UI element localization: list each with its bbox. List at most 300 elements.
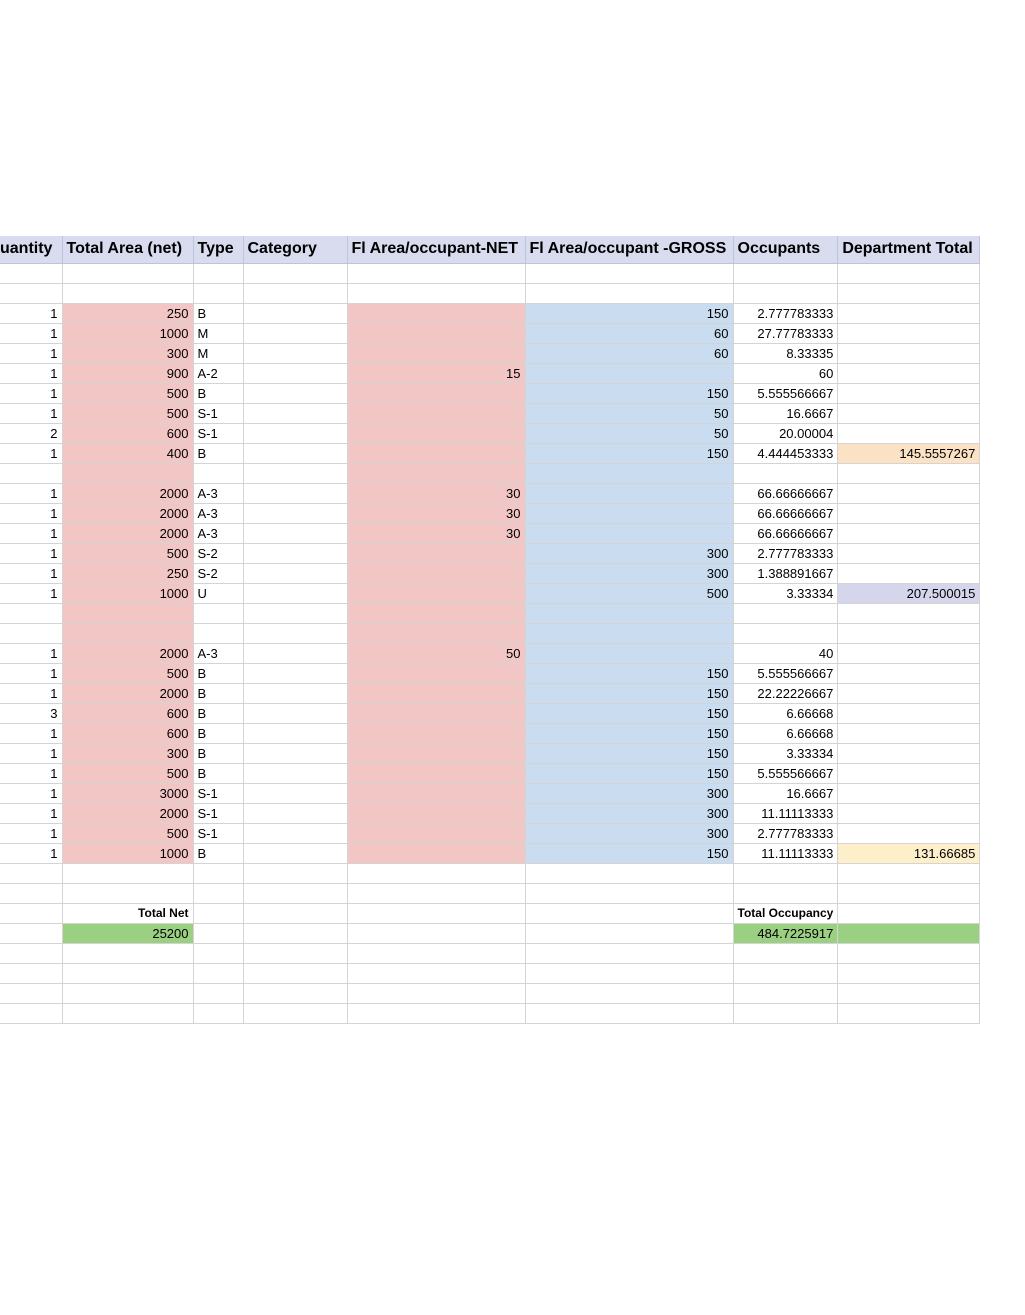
cell-fl-area-gross[interactable]	[525, 883, 733, 903]
cell-occupants[interactable]	[733, 463, 838, 483]
cell-category[interactable]	[243, 483, 347, 503]
cell-total-area-net[interactable]: 2000	[62, 483, 193, 503]
cell-fl-area-gross[interactable]	[525, 863, 733, 883]
cell-fl-area-net[interactable]	[347, 843, 525, 863]
cell-total-area-net[interactable]	[62, 603, 193, 623]
cell-fl-area-gross[interactable]: 150	[525, 703, 733, 723]
cell-department-total[interactable]: 207.500015	[838, 583, 980, 603]
cell-fl-area-gross[interactable]	[525, 983, 733, 1003]
cell-occupants[interactable]: 3.33334	[733, 743, 838, 763]
cell-occupants[interactable]: 11.11113333	[733, 843, 838, 863]
cell-quantity[interactable]	[0, 963, 62, 983]
cell-fl-area-net[interactable]	[347, 323, 525, 343]
cell-quantity[interactable]: 1	[0, 843, 62, 863]
cell-occupants[interactable]	[733, 943, 838, 963]
cell-type[interactable]	[193, 463, 243, 483]
cell-fl-area-gross[interactable]: 50	[525, 403, 733, 423]
cell-occupants[interactable]: 27.77783333	[733, 323, 838, 343]
cell-fl-area-gross[interactable]: 500	[525, 583, 733, 603]
cell-quantity[interactable]	[0, 603, 62, 623]
cell-department-total[interactable]	[838, 883, 980, 903]
cell-department-total[interactable]	[838, 543, 980, 563]
cell-fl-area-gross[interactable]: 150	[525, 303, 733, 323]
cell-total-area-net[interactable]: 400	[62, 443, 193, 463]
cell-category[interactable]	[243, 883, 347, 903]
cell-fl-area-net[interactable]	[347, 743, 525, 763]
cell-occupants[interactable]: 66.66666667	[733, 503, 838, 523]
cell-department-total[interactable]	[838, 483, 980, 503]
cell-quantity[interactable]: 3	[0, 703, 62, 723]
cell-type[interactable]: M	[193, 343, 243, 363]
cell-category[interactable]	[243, 743, 347, 763]
cell-total-area-net[interactable]	[62, 283, 193, 303]
cell-fl-area-net[interactable]	[347, 303, 525, 323]
cell-category[interactable]	[243, 863, 347, 883]
cell-fl-area-net[interactable]	[347, 443, 525, 463]
cell-type[interactable]: S-2	[193, 543, 243, 563]
cell-type[interactable]: B	[193, 683, 243, 703]
cell-quantity[interactable]	[0, 923, 62, 943]
cell-category[interactable]	[243, 523, 347, 543]
cell-type[interactable]	[193, 603, 243, 623]
cell-quantity[interactable]: 1	[0, 563, 62, 583]
cell-occupants[interactable]: 60	[733, 363, 838, 383]
cell-quantity[interactable]	[0, 1003, 62, 1023]
cell-quantity[interactable]	[0, 943, 62, 963]
cell-department-total[interactable]: 131.66685	[838, 843, 980, 863]
cell-type[interactable]: B	[193, 743, 243, 763]
cell-quantity[interactable]: 1	[0, 503, 62, 523]
cell-department-total[interactable]	[838, 463, 980, 483]
cell-category[interactable]	[243, 943, 347, 963]
cell-quantity[interactable]: 1	[0, 303, 62, 323]
cell-department-total[interactable]	[838, 263, 980, 283]
cell-fl-area-net[interactable]	[347, 923, 525, 943]
cell-occupants[interactable]: 40	[733, 643, 838, 663]
cell-occupants[interactable]: 16.6667	[733, 403, 838, 423]
cell-type[interactable]	[193, 903, 243, 923]
cell-fl-area-gross[interactable]	[525, 623, 733, 643]
cell-quantity[interactable]: 1	[0, 343, 62, 363]
cell-occupants[interactable]	[733, 283, 838, 303]
cell-quantity[interactable]: 1	[0, 543, 62, 563]
cell-quantity[interactable]: 1	[0, 723, 62, 743]
cell-total-area-net[interactable]: 300	[62, 343, 193, 363]
cell-occupants[interactable]	[733, 263, 838, 283]
cell-quantity[interactable]: 1	[0, 643, 62, 663]
cell-category[interactable]	[243, 623, 347, 643]
cell-occupants[interactable]: 5.555566667	[733, 663, 838, 683]
cell-type[interactable]: B	[193, 843, 243, 863]
cell-fl-area-gross[interactable]	[525, 603, 733, 623]
cell-total-area-net[interactable]	[62, 963, 193, 983]
cell-total-area-net[interactable]: 500	[62, 763, 193, 783]
cell-category[interactable]	[243, 903, 347, 923]
cell-fl-area-gross[interactable]	[525, 963, 733, 983]
cell-occupants[interactable]	[733, 863, 838, 883]
cell-category[interactable]	[243, 303, 347, 323]
cell-category[interactable]	[243, 443, 347, 463]
cell-total-area-net[interactable]: 2000	[62, 523, 193, 543]
cell-department-total[interactable]	[838, 803, 980, 823]
cell-department-total[interactable]	[838, 283, 980, 303]
cell-fl-area-net[interactable]	[347, 663, 525, 683]
cell-department-total[interactable]	[838, 383, 980, 403]
cell-fl-area-net[interactable]	[347, 823, 525, 843]
cell-fl-area-gross[interactable]: 300	[525, 783, 733, 803]
cell-occupants[interactable]: 20.00004	[733, 423, 838, 443]
cell-fl-area-gross[interactable]: 60	[525, 323, 733, 343]
cell-total-area-net[interactable]	[62, 1003, 193, 1023]
cell-fl-area-gross[interactable]	[525, 503, 733, 523]
cell-occupants[interactable]: 484.7225917	[733, 923, 838, 943]
cell-total-area-net[interactable]: 25200	[62, 923, 193, 943]
cell-fl-area-gross[interactable]: 300	[525, 543, 733, 563]
cell-fl-area-net[interactable]	[347, 563, 525, 583]
cell-fl-area-net[interactable]	[347, 983, 525, 1003]
cell-fl-area-net[interactable]: 30	[347, 483, 525, 503]
column-header-quantity[interactable]: uantity	[0, 236, 62, 263]
cell-category[interactable]	[243, 363, 347, 383]
cell-type[interactable]: B	[193, 723, 243, 743]
cell-type[interactable]: A-3	[193, 643, 243, 663]
cell-fl-area-gross[interactable]: 60	[525, 343, 733, 363]
cell-type[interactable]	[193, 963, 243, 983]
cell-total-area-net[interactable]	[62, 943, 193, 963]
cell-type[interactable]: S-1	[193, 783, 243, 803]
cell-department-total[interactable]	[838, 723, 980, 743]
cell-category[interactable]	[243, 343, 347, 363]
cell-type[interactable]: B	[193, 383, 243, 403]
cell-quantity[interactable]: 1	[0, 803, 62, 823]
cell-fl-area-net[interactable]	[347, 463, 525, 483]
cell-occupants[interactable]: 6.66668	[733, 703, 838, 723]
cell-occupants[interactable]: 8.33335	[733, 343, 838, 363]
cell-fl-area-net[interactable]	[347, 543, 525, 563]
cell-fl-area-gross[interactable]: 50	[525, 423, 733, 443]
cell-occupants[interactable]: Total Occupancy	[733, 903, 838, 923]
cell-category[interactable]	[243, 603, 347, 623]
cell-total-area-net[interactable]: 500	[62, 543, 193, 563]
cell-occupants[interactable]: 5.555566667	[733, 763, 838, 783]
cell-fl-area-gross[interactable]	[525, 483, 733, 503]
cell-fl-area-net[interactable]	[347, 883, 525, 903]
cell-fl-area-gross[interactable]	[525, 643, 733, 663]
cell-quantity[interactable]: 1	[0, 783, 62, 803]
cell-type[interactable]	[193, 283, 243, 303]
cell-department-total[interactable]	[838, 783, 980, 803]
cell-category[interactable]	[243, 763, 347, 783]
cell-fl-area-gross[interactable]	[525, 283, 733, 303]
cell-total-area-net[interactable]: 900	[62, 363, 193, 383]
cell-fl-area-gross[interactable]: 150	[525, 723, 733, 743]
cell-fl-area-net[interactable]: 30	[347, 503, 525, 523]
cell-type[interactable]: A-3	[193, 503, 243, 523]
cell-quantity[interactable]: 1	[0, 663, 62, 683]
cell-fl-area-gross[interactable]	[525, 923, 733, 943]
cell-category[interactable]	[243, 563, 347, 583]
column-header-department-total[interactable]: Department Total	[838, 236, 980, 263]
cell-fl-area-net[interactable]	[347, 623, 525, 643]
cell-fl-area-gross[interactable]: 150	[525, 683, 733, 703]
cell-quantity[interactable]: 1	[0, 363, 62, 383]
cell-type[interactable]	[193, 923, 243, 943]
cell-fl-area-gross[interactable]: 150	[525, 383, 733, 403]
cell-category[interactable]	[243, 683, 347, 703]
cell-occupants[interactable]	[733, 1003, 838, 1023]
cell-fl-area-net[interactable]	[347, 723, 525, 743]
cell-department-total[interactable]	[838, 823, 980, 843]
cell-total-area-net[interactable]	[62, 863, 193, 883]
cell-total-area-net[interactable]: 1000	[62, 843, 193, 863]
cell-department-total[interactable]: 145.5557267	[838, 443, 980, 463]
cell-category[interactable]	[243, 503, 347, 523]
cell-type[interactable]	[193, 1003, 243, 1023]
column-header-total-area-net[interactable]: Total Area (net)	[62, 236, 193, 263]
cell-type[interactable]: S-2	[193, 563, 243, 583]
cell-occupants[interactable]: 16.6667	[733, 783, 838, 803]
cell-quantity[interactable]: 1	[0, 523, 62, 543]
cell-type[interactable]	[193, 943, 243, 963]
cell-fl-area-net[interactable]	[347, 283, 525, 303]
cell-quantity[interactable]	[0, 283, 62, 303]
cell-total-area-net[interactable]: 250	[62, 303, 193, 323]
cell-occupants[interactable]: 5.555566667	[733, 383, 838, 403]
cell-type[interactable]: S-1	[193, 803, 243, 823]
cell-occupants[interactable]: 66.66666667	[733, 523, 838, 543]
cell-type[interactable]: A-3	[193, 523, 243, 543]
cell-fl-area-gross[interactable]: 300	[525, 823, 733, 843]
cell-fl-area-net[interactable]	[347, 423, 525, 443]
cell-total-area-net[interactable]	[62, 263, 193, 283]
cell-category[interactable]	[243, 643, 347, 663]
cell-occupants[interactable]: 6.66668	[733, 723, 838, 743]
cell-department-total[interactable]	[838, 303, 980, 323]
cell-fl-area-gross[interactable]: 150	[525, 763, 733, 783]
cell-department-total[interactable]	[838, 703, 980, 723]
cell-fl-area-net[interactable]	[347, 963, 525, 983]
cell-quantity[interactable]: 1	[0, 743, 62, 763]
cell-fl-area-net[interactable]	[347, 583, 525, 603]
cell-category[interactable]	[243, 983, 347, 1003]
cell-type[interactable]: B	[193, 763, 243, 783]
cell-occupants[interactable]: 2.777783333	[733, 543, 838, 563]
cell-type[interactable]: B	[193, 703, 243, 723]
cell-type[interactable]	[193, 883, 243, 903]
cell-fl-area-gross[interactable]	[525, 1003, 733, 1023]
cell-fl-area-net[interactable]	[347, 603, 525, 623]
cell-department-total[interactable]	[838, 343, 980, 363]
cell-department-total[interactable]	[838, 983, 980, 1003]
cell-total-area-net[interactable]: 2000	[62, 503, 193, 523]
cell-quantity[interactable]	[0, 983, 62, 1003]
cell-fl-area-net[interactable]	[347, 1003, 525, 1023]
cell-total-area-net[interactable]: 1000	[62, 323, 193, 343]
cell-department-total[interactable]	[838, 603, 980, 623]
cell-department-total[interactable]	[838, 683, 980, 703]
cell-category[interactable]	[243, 283, 347, 303]
cell-category[interactable]	[243, 823, 347, 843]
cell-fl-area-gross[interactable]	[525, 263, 733, 283]
cell-quantity[interactable]: 1	[0, 323, 62, 343]
cell-fl-area-net[interactable]: 15	[347, 363, 525, 383]
cell-fl-area-gross[interactable]: 150	[525, 443, 733, 463]
cell-quantity[interactable]: 2	[0, 423, 62, 443]
cell-department-total[interactable]	[838, 363, 980, 383]
cell-category[interactable]	[243, 783, 347, 803]
cell-fl-area-net[interactable]: 30	[347, 523, 525, 543]
cell-occupants[interactable]: 11.11113333	[733, 803, 838, 823]
cell-department-total[interactable]	[838, 523, 980, 543]
cell-fl-area-net[interactable]	[347, 403, 525, 423]
cell-category[interactable]	[243, 923, 347, 943]
cell-fl-area-net[interactable]	[347, 903, 525, 923]
cell-category[interactable]	[243, 803, 347, 823]
cell-type[interactable]: A-3	[193, 483, 243, 503]
cell-occupants[interactable]	[733, 603, 838, 623]
column-header-type[interactable]: Type	[193, 236, 243, 263]
cell-department-total[interactable]	[838, 923, 980, 943]
cell-fl-area-gross[interactable]	[525, 943, 733, 963]
cell-fl-area-gross[interactable]: 300	[525, 563, 733, 583]
cell-total-area-net[interactable]: 600	[62, 703, 193, 723]
cell-fl-area-gross[interactable]: 150	[525, 843, 733, 863]
cell-occupants[interactable]: 4.444453333	[733, 443, 838, 463]
cell-department-total[interactable]	[838, 323, 980, 343]
cell-category[interactable]	[243, 403, 347, 423]
cell-category[interactable]	[243, 843, 347, 863]
cell-category[interactable]	[243, 263, 347, 283]
cell-fl-area-gross[interactable]	[525, 463, 733, 483]
cell-type[interactable]: S-1	[193, 823, 243, 843]
cell-department-total[interactable]	[838, 963, 980, 983]
cell-department-total[interactable]	[838, 743, 980, 763]
cell-total-area-net[interactable]: Total Net	[62, 903, 193, 923]
cell-quantity[interactable]: 1	[0, 403, 62, 423]
cell-department-total[interactable]	[838, 943, 980, 963]
cell-total-area-net[interactable]	[62, 883, 193, 903]
cell-occupants[interactable]	[733, 983, 838, 1003]
cell-fl-area-gross[interactable]	[525, 523, 733, 543]
cell-total-area-net[interactable]: 300	[62, 743, 193, 763]
cell-fl-area-net[interactable]	[347, 383, 525, 403]
cell-fl-area-net[interactable]	[347, 863, 525, 883]
column-header-occupants[interactable]: Occupants	[733, 236, 838, 263]
cell-quantity[interactable]	[0, 263, 62, 283]
cell-quantity[interactable]: 1	[0, 383, 62, 403]
cell-quantity[interactable]: 1	[0, 483, 62, 503]
cell-quantity[interactable]: 1	[0, 763, 62, 783]
cell-total-area-net[interactable]: 600	[62, 723, 193, 743]
cell-department-total[interactable]	[838, 643, 980, 663]
cell-department-total[interactable]	[838, 623, 980, 643]
cell-total-area-net[interactable]: 500	[62, 663, 193, 683]
cell-occupants[interactable]: 3.33334	[733, 583, 838, 603]
cell-category[interactable]	[243, 963, 347, 983]
cell-occupants[interactable]: 2.777783333	[733, 303, 838, 323]
cell-total-area-net[interactable]	[62, 623, 193, 643]
cell-department-total[interactable]	[838, 1003, 980, 1023]
cell-fl-area-gross[interactable]: 300	[525, 803, 733, 823]
cell-type[interactable]: A-2	[193, 363, 243, 383]
cell-occupants[interactable]: 1.388891667	[733, 563, 838, 583]
cell-fl-area-net[interactable]	[347, 803, 525, 823]
cell-category[interactable]	[243, 543, 347, 563]
cell-fl-area-gross[interactable]: 150	[525, 663, 733, 683]
cell-total-area-net[interactable]: 2000	[62, 683, 193, 703]
cell-fl-area-net[interactable]	[347, 343, 525, 363]
cell-department-total[interactable]	[838, 563, 980, 583]
cell-occupants[interactable]	[733, 623, 838, 643]
cell-quantity[interactable]: 1	[0, 443, 62, 463]
cell-department-total[interactable]	[838, 763, 980, 783]
cell-type[interactable]: B	[193, 443, 243, 463]
cell-fl-area-net[interactable]: 50	[347, 643, 525, 663]
cell-quantity[interactable]	[0, 903, 62, 923]
cell-occupants[interactable]: 66.66666667	[733, 483, 838, 503]
cell-department-total[interactable]	[838, 403, 980, 423]
column-header-fl-area-net[interactable]: Fl Area/occupant-NET	[347, 236, 525, 263]
cell-fl-area-net[interactable]	[347, 943, 525, 963]
cell-total-area-net[interactable]: 2000	[62, 643, 193, 663]
cell-type[interactable]: M	[193, 323, 243, 343]
cell-fl-area-gross[interactable]: 150	[525, 743, 733, 763]
cell-total-area-net[interactable]: 600	[62, 423, 193, 443]
cell-department-total[interactable]	[838, 423, 980, 443]
cell-fl-area-net[interactable]	[347, 763, 525, 783]
cell-quantity[interactable]	[0, 883, 62, 903]
cell-occupants[interactable]	[733, 963, 838, 983]
cell-fl-area-gross[interactable]	[525, 363, 733, 383]
cell-fl-area-gross[interactable]	[525, 903, 733, 923]
column-header-category[interactable]: Category	[243, 236, 347, 263]
cell-quantity[interactable]: 1	[0, 583, 62, 603]
cell-occupants[interactable]	[733, 883, 838, 903]
cell-occupants[interactable]: 22.22226667	[733, 683, 838, 703]
cell-quantity[interactable]: 1	[0, 683, 62, 703]
cell-type[interactable]	[193, 983, 243, 1003]
column-header-fl-area-gross[interactable]: Fl Area/occupant -GROSS	[525, 236, 733, 263]
cell-fl-area-net[interactable]	[347, 263, 525, 283]
cell-type[interactable]: S-1	[193, 403, 243, 423]
cell-category[interactable]	[243, 583, 347, 603]
cell-type[interactable]: U	[193, 583, 243, 603]
cell-total-area-net[interactable]: 1000	[62, 583, 193, 603]
cell-category[interactable]	[243, 383, 347, 403]
cell-type[interactable]	[193, 263, 243, 283]
cell-quantity[interactable]	[0, 863, 62, 883]
cell-category[interactable]	[243, 723, 347, 743]
cell-type[interactable]: S-1	[193, 423, 243, 443]
cell-total-area-net[interactable]	[62, 463, 193, 483]
cell-department-total[interactable]	[838, 663, 980, 683]
cell-total-area-net[interactable]: 250	[62, 563, 193, 583]
cell-quantity[interactable]	[0, 463, 62, 483]
cell-total-area-net[interactable]	[62, 983, 193, 1003]
cell-category[interactable]	[243, 323, 347, 343]
cell-fl-area-net[interactable]	[347, 683, 525, 703]
cell-quantity[interactable]: 1	[0, 823, 62, 843]
cell-type[interactable]	[193, 863, 243, 883]
cell-category[interactable]	[243, 423, 347, 443]
cell-type[interactable]: B	[193, 663, 243, 683]
cell-department-total[interactable]	[838, 903, 980, 923]
cell-category[interactable]	[243, 703, 347, 723]
cell-total-area-net[interactable]: 500	[62, 383, 193, 403]
cell-category[interactable]	[243, 663, 347, 683]
cell-type[interactable]: B	[193, 303, 243, 323]
cell-quantity[interactable]	[0, 623, 62, 643]
